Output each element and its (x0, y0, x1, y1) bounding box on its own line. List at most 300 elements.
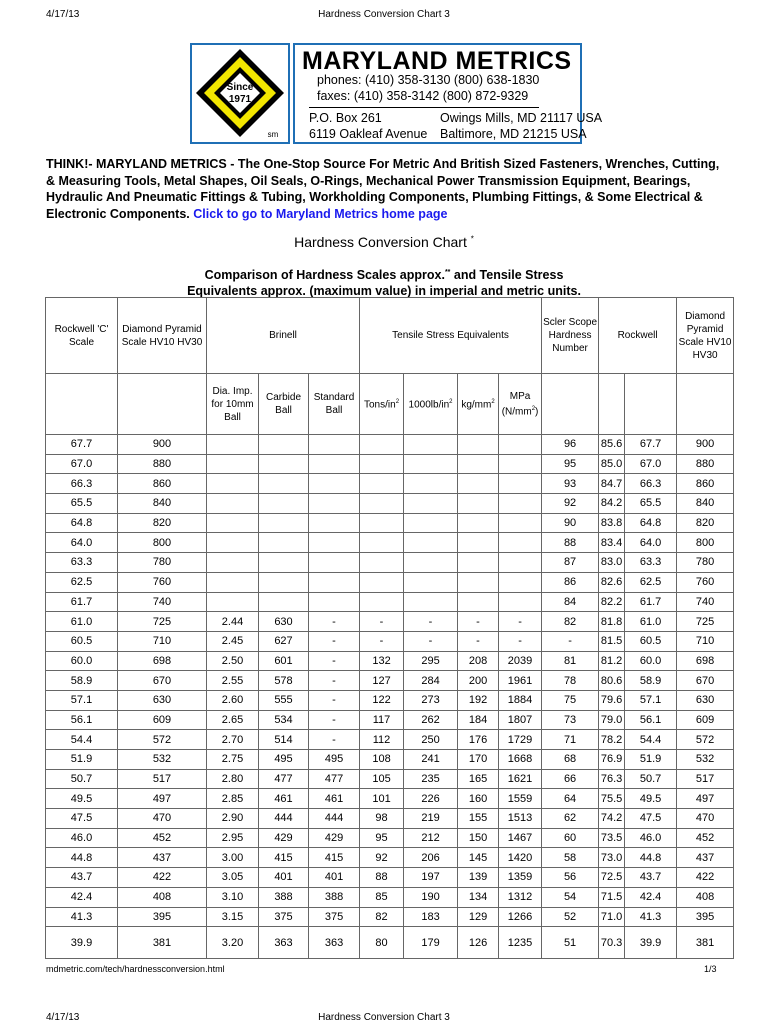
company-name: MARYLAND METRICS (302, 47, 572, 75)
table-cell: - (309, 730, 360, 750)
table-cell: 81.8 (599, 612, 625, 632)
table-cell: 235 (404, 769, 458, 789)
table-cell: 860 (118, 474, 207, 494)
table-cell: 44.8 (625, 848, 677, 868)
diamond-emblem-icon (192, 45, 288, 142)
table-cell: 85.0 (599, 454, 625, 474)
subheader-standard: Standard Ball (309, 374, 360, 435)
table-cell (499, 474, 542, 494)
table-cell: 1884 (499, 690, 542, 710)
table-cell: - (499, 612, 542, 632)
subheader-empty (46, 374, 118, 435)
table-cell: 1359 (499, 868, 542, 888)
table-cell: 820 (677, 513, 734, 533)
print-header-date: 4/17/13 (46, 9, 80, 20)
table-cell: 66 (542, 769, 599, 789)
table-cell: 532 (677, 750, 734, 770)
table-cell: 65.5 (625, 494, 677, 514)
table-cell: 429 (309, 828, 360, 848)
table-cell (259, 533, 309, 553)
table-cell (207, 454, 259, 474)
table-cell: - (309, 671, 360, 691)
table-cell: 212 (404, 828, 458, 848)
table-cell: 56.1 (46, 710, 118, 730)
table-cell: 1266 (499, 907, 542, 927)
table-row (46, 730, 734, 750)
table-cell: 422 (118, 868, 207, 888)
table-cell: - (309, 690, 360, 710)
header-scleroscope: Scler Scope Hardness Number (542, 298, 599, 374)
table-row (46, 572, 734, 592)
table-cell: 497 (677, 789, 734, 809)
table-cell: 273 (404, 690, 458, 710)
table-cell (404, 474, 458, 494)
table-cell: 900 (677, 435, 734, 455)
table-cell: 363 (309, 927, 360, 959)
table-cell: 132 (360, 651, 404, 671)
table-cell (207, 592, 259, 612)
table-row (46, 809, 734, 829)
table-cell: 150 (458, 828, 499, 848)
table-cell: 42.4 (625, 887, 677, 907)
table-cell (360, 474, 404, 494)
table-cell: 64.8 (625, 513, 677, 533)
table-cell: - (309, 710, 360, 730)
table-row (46, 612, 734, 632)
table-cell: 415 (259, 848, 309, 868)
table-row (46, 887, 734, 907)
table-cell: 72.5 (599, 868, 625, 888)
table-row (46, 494, 734, 514)
table-cell (458, 474, 499, 494)
table-cell: 514 (259, 730, 309, 750)
table-cell: 61.7 (46, 592, 118, 612)
table-cell: 184 (458, 710, 499, 730)
table-cell: 2.95 (207, 828, 259, 848)
table-cell: 67.7 (625, 435, 677, 455)
table-cell: 226 (404, 789, 458, 809)
table-cell (360, 513, 404, 533)
table-cell: 1668 (499, 750, 542, 770)
table-cell (499, 435, 542, 455)
hardness-table (45, 297, 734, 959)
table-cell: 56.1 (625, 710, 677, 730)
table-cell: 165 (458, 769, 499, 789)
table-cell (309, 435, 360, 455)
po-box: P.O. Box 261 (309, 111, 382, 125)
table-cell: 192 (458, 690, 499, 710)
table-cell: 725 (118, 612, 207, 632)
table-cell: 92 (360, 848, 404, 868)
table-cell (458, 553, 499, 573)
table-cell: 381 (118, 927, 207, 959)
table-cell (404, 454, 458, 474)
table-cell: 73 (542, 710, 599, 730)
table-cell: 284 (404, 671, 458, 691)
table-cell: 840 (677, 494, 734, 514)
table-cell (309, 513, 360, 533)
table-cell: 1729 (499, 730, 542, 750)
table-cell: 126 (458, 927, 499, 959)
table-cell: 66.3 (625, 474, 677, 494)
table-cell: 61.0 (46, 612, 118, 632)
table-cell: 41.3 (625, 907, 677, 927)
table-cell: 39.9 (625, 927, 677, 959)
table-cell: 820 (118, 513, 207, 533)
table-cell: 2.90 (207, 809, 259, 829)
intro-paragraph (46, 156, 726, 222)
table-cell: 262 (404, 710, 458, 730)
home-page-link[interactable]: Click to go to Maryland Metrics home page (193, 206, 448, 221)
table-row (46, 553, 734, 573)
table-row (46, 769, 734, 789)
table-cell: 190 (404, 887, 458, 907)
table-cell: 78.2 (599, 730, 625, 750)
table-cell: 725 (677, 612, 734, 632)
table-cell: 51 (542, 927, 599, 959)
table-cell: 96 (542, 435, 599, 455)
table-cell: 101 (360, 789, 404, 809)
table-cell: 42.4 (46, 887, 118, 907)
table-row (46, 750, 734, 770)
table-cell: 780 (118, 553, 207, 573)
table-cell: 71.0 (599, 907, 625, 927)
table-cell: 129 (458, 907, 499, 927)
subheader-empty (677, 374, 734, 435)
table-cell: 200 (458, 671, 499, 691)
table-cell (207, 553, 259, 573)
mpa-unit: MPa (509, 390, 531, 402)
table-cell (259, 454, 309, 474)
table-cell: 627 (259, 631, 309, 651)
table-cell: 208 (458, 651, 499, 671)
table-cell (404, 513, 458, 533)
table-cell: 415 (309, 848, 360, 868)
table-cell: 43.7 (46, 868, 118, 888)
table-cell: 2.50 (207, 651, 259, 671)
table-cell: 84.2 (599, 494, 625, 514)
table-cell (458, 454, 499, 474)
table-cell: 83.4 (599, 533, 625, 553)
table-cell: 98 (360, 809, 404, 829)
chart-title-text: Hardness Conversion Chart (294, 234, 467, 250)
table-cell: 2.55 (207, 671, 259, 691)
subtitle-mark: ** (444, 269, 451, 276)
table-row (46, 631, 734, 651)
table-cell: 58 (542, 848, 599, 868)
table-cell: 461 (259, 789, 309, 809)
table-cell: 58.9 (46, 671, 118, 691)
table-row (46, 533, 734, 553)
subheader-empty (625, 374, 677, 435)
klb-exp: 2 (449, 399, 453, 406)
table-cell: 82 (542, 612, 599, 632)
table-cell: 2.60 (207, 690, 259, 710)
table-cell: 470 (118, 809, 207, 829)
table-cell: 388 (259, 887, 309, 907)
table-cell: 81.5 (599, 631, 625, 651)
table-cell: 170 (458, 750, 499, 770)
table-cell: - (499, 631, 542, 651)
table-cell (404, 553, 458, 573)
table-cell (309, 494, 360, 514)
table-cell: - (404, 631, 458, 651)
table-cell: 740 (677, 592, 734, 612)
table-cell: 900 (118, 435, 207, 455)
table-cell: 1513 (499, 809, 542, 829)
table-cell: 88 (542, 533, 599, 553)
po-city: Owings Mills, MD 21117 USA (440, 111, 603, 125)
chart-subtitle (0, 265, 768, 299)
table-cell: 408 (677, 887, 734, 907)
table-cell (499, 533, 542, 553)
table-cell: 46.0 (625, 828, 677, 848)
table-cell: 1621 (499, 769, 542, 789)
table-cell: 183 (404, 907, 458, 927)
table-cell: 800 (118, 533, 207, 553)
company-logo[interactable] (190, 43, 603, 144)
table-row (46, 927, 734, 959)
subheader-mpa (499, 374, 542, 435)
subheader-empty (599, 374, 625, 435)
table-cell: 61.0 (625, 612, 677, 632)
table-cell: 44.8 (46, 848, 118, 868)
table-cell: 206 (404, 848, 458, 868)
table-cell: 60.5 (625, 631, 677, 651)
table-cell (404, 572, 458, 592)
table-cell (499, 553, 542, 573)
table-cell: 43.7 (625, 868, 677, 888)
table-cell (404, 435, 458, 455)
header-tensile: Tensile Stress Equivalents (360, 298, 542, 374)
table-cell: 52 (542, 907, 599, 927)
table-cell: 74.2 (599, 809, 625, 829)
street-address: 6119 Oakleaf Avenue (309, 127, 428, 141)
chart-title (0, 234, 768, 250)
table-cell: 880 (118, 454, 207, 474)
table-cell: 63.3 (625, 553, 677, 573)
table-cell: 532 (118, 750, 207, 770)
intro-text: THINK!- MARYLAND METRICS - The One-Stop Source For Metric And British Sized Fasteners, Wrenches, Cutting, & Measuring Tools, Metal Shapes, Oil Seals, O-Rings, Mechanical Power Transmission Equipment, Bearings, Hydraulic And Pneumatic Fittings & Tubing, Workholding Components, Plumbing Fittings, & Some Electrical & Electronic Components. (46, 157, 720, 221)
table-cell: 71 (542, 730, 599, 750)
table-cell (458, 592, 499, 612)
table-cell (458, 494, 499, 514)
table-cell: 93 (542, 474, 599, 494)
table-cell: 197 (404, 868, 458, 888)
table-cell: 65.5 (46, 494, 118, 514)
table-cell: 54.4 (46, 730, 118, 750)
table-cell (309, 454, 360, 474)
table-cell: 49.5 (625, 789, 677, 809)
table-cell (360, 533, 404, 553)
subtitle-line2: Equivalents approx. (maximum value) in imperial and metric units. (187, 284, 581, 299)
table-cell: 67.0 (46, 454, 118, 474)
table-cell: 127 (360, 671, 404, 691)
table-row (46, 454, 734, 474)
table-cell: 51.9 (46, 750, 118, 770)
table-cell (404, 533, 458, 553)
table-cell: 139 (458, 868, 499, 888)
table-cell: 3.05 (207, 868, 259, 888)
table-row (46, 671, 734, 691)
table-cell (259, 592, 309, 612)
table-cell (309, 533, 360, 553)
table-cell: 495 (309, 750, 360, 770)
table-cell: 60.0 (46, 651, 118, 671)
table-row (46, 651, 734, 671)
subheader-carbide: Carbide Ball (259, 374, 309, 435)
table-row (46, 690, 734, 710)
tons-exp: 2 (395, 399, 400, 406)
table-cell: 176 (458, 730, 499, 750)
table-cell: 79.6 (599, 690, 625, 710)
table-cell: 49.5 (46, 789, 118, 809)
subtitle-line1: Comparison of Hardness Scales approx. (204, 268, 445, 283)
table-cell: 75 (542, 690, 599, 710)
table-cell: 241 (404, 750, 458, 770)
table-cell: - (360, 612, 404, 632)
table-cell: 1235 (499, 927, 542, 959)
logo-year: 1971 (228, 94, 252, 105)
table-cell: 145 (458, 848, 499, 868)
subheader-kgmm (458, 374, 499, 435)
table-cell: 395 (677, 907, 734, 927)
kgmm-unit: kg/mm (461, 399, 492, 411)
table-cell (259, 494, 309, 514)
table-cell: 381 (677, 927, 734, 959)
table-cell (259, 513, 309, 533)
table-cell (259, 474, 309, 494)
table-cell: 517 (677, 769, 734, 789)
table-cell (360, 553, 404, 573)
table-cell: 70.3 (599, 927, 625, 959)
table-cell: 363 (259, 927, 309, 959)
table-cell: 760 (118, 572, 207, 592)
table-cell: 81.2 (599, 651, 625, 671)
table-cell: 452 (677, 828, 734, 848)
logo-contact-box (293, 43, 603, 144)
table-cell: 2.80 (207, 769, 259, 789)
table-cell: 122 (360, 690, 404, 710)
chart-title-mark: * (470, 234, 474, 244)
table-cell (309, 592, 360, 612)
table-cell: 609 (677, 710, 734, 730)
table-cell: 95 (360, 828, 404, 848)
table-cell: 1807 (499, 710, 542, 730)
table-cell (404, 494, 458, 514)
table-cell: 497 (118, 789, 207, 809)
table-cell: 41.3 (46, 907, 118, 927)
table-cell: 78 (542, 671, 599, 691)
table-cell: 179 (404, 927, 458, 959)
table-cell: 1961 (499, 671, 542, 691)
table-cell: - (542, 631, 599, 651)
table-cell: 83.0 (599, 553, 625, 573)
table-cell: 87 (542, 553, 599, 573)
table-cell: 60.5 (46, 631, 118, 651)
table-cell: - (309, 651, 360, 671)
table-cell (499, 513, 542, 533)
mpa-nmm: (N/mm (501, 406, 532, 418)
print-header-title: Hardness Conversion Chart 3 (318, 9, 450, 20)
table-cell (207, 513, 259, 533)
table-cell (207, 533, 259, 553)
table-cell: 71.5 (599, 887, 625, 907)
table-cell: 2.85 (207, 789, 259, 809)
table-cell (499, 454, 542, 474)
table-cell: - (458, 631, 499, 651)
table-cell: 477 (309, 769, 360, 789)
table-cell (458, 435, 499, 455)
table-cell: 880 (677, 454, 734, 474)
table-cell (259, 572, 309, 592)
table-cell: 630 (259, 612, 309, 632)
table-cell: 95 (542, 454, 599, 474)
table-cell: 46.0 (46, 828, 118, 848)
table-cell (404, 592, 458, 612)
table-row (46, 435, 734, 455)
table-cell: 1312 (499, 887, 542, 907)
table-cell: 375 (259, 907, 309, 927)
table-cell: 79.0 (599, 710, 625, 730)
table-cell: 88 (360, 868, 404, 888)
table-cell: 800 (677, 533, 734, 553)
table-cell: 82.2 (599, 592, 625, 612)
table-cell: 572 (677, 730, 734, 750)
table-cell: 2.65 (207, 710, 259, 730)
table-cell (458, 533, 499, 553)
table-row (46, 848, 734, 868)
subtitle-line1-end: and Tensile Stress (450, 268, 564, 283)
table-cell: 57.1 (625, 690, 677, 710)
table-cell: 82.6 (599, 572, 625, 592)
subheader-empty (118, 374, 207, 435)
phones: phones: (410) 358-3130 (800) 638-1830 (317, 73, 540, 87)
table-cell: 710 (118, 631, 207, 651)
table-row (46, 592, 734, 612)
footer-date: 4/17/13 (46, 1012, 80, 1023)
table-cell: 134 (458, 887, 499, 907)
table-cell: 47.5 (625, 809, 677, 829)
table-cell (360, 435, 404, 455)
table-cell: 39.9 (46, 927, 118, 959)
table-cell: 63.3 (46, 553, 118, 573)
table-cell: 112 (360, 730, 404, 750)
table-cell: 452 (118, 828, 207, 848)
table-cell: 408 (118, 887, 207, 907)
table-cell: 108 (360, 750, 404, 770)
table-cell (360, 592, 404, 612)
header-rockwell-c: Rockwell 'C' Scale (46, 298, 118, 374)
table-cell: 60.0 (625, 651, 677, 671)
table-cell (458, 513, 499, 533)
table-cell: 2.45 (207, 631, 259, 651)
table-cell: 62.5 (625, 572, 677, 592)
mpa-exp: 2 (531, 405, 536, 412)
table-cell: 710 (677, 631, 734, 651)
table-cell (207, 474, 259, 494)
table-cell: 670 (677, 671, 734, 691)
table-row (46, 474, 734, 494)
table-cell (499, 494, 542, 514)
table-row (46, 868, 734, 888)
footer-url: mdmetric.com/tech/hardnessconversion.html (46, 964, 225, 974)
table-cell: 73.0 (599, 848, 625, 868)
table-cell: 2.75 (207, 750, 259, 770)
table-cell (309, 572, 360, 592)
table-cell: 670 (118, 671, 207, 691)
table-cell: 555 (259, 690, 309, 710)
